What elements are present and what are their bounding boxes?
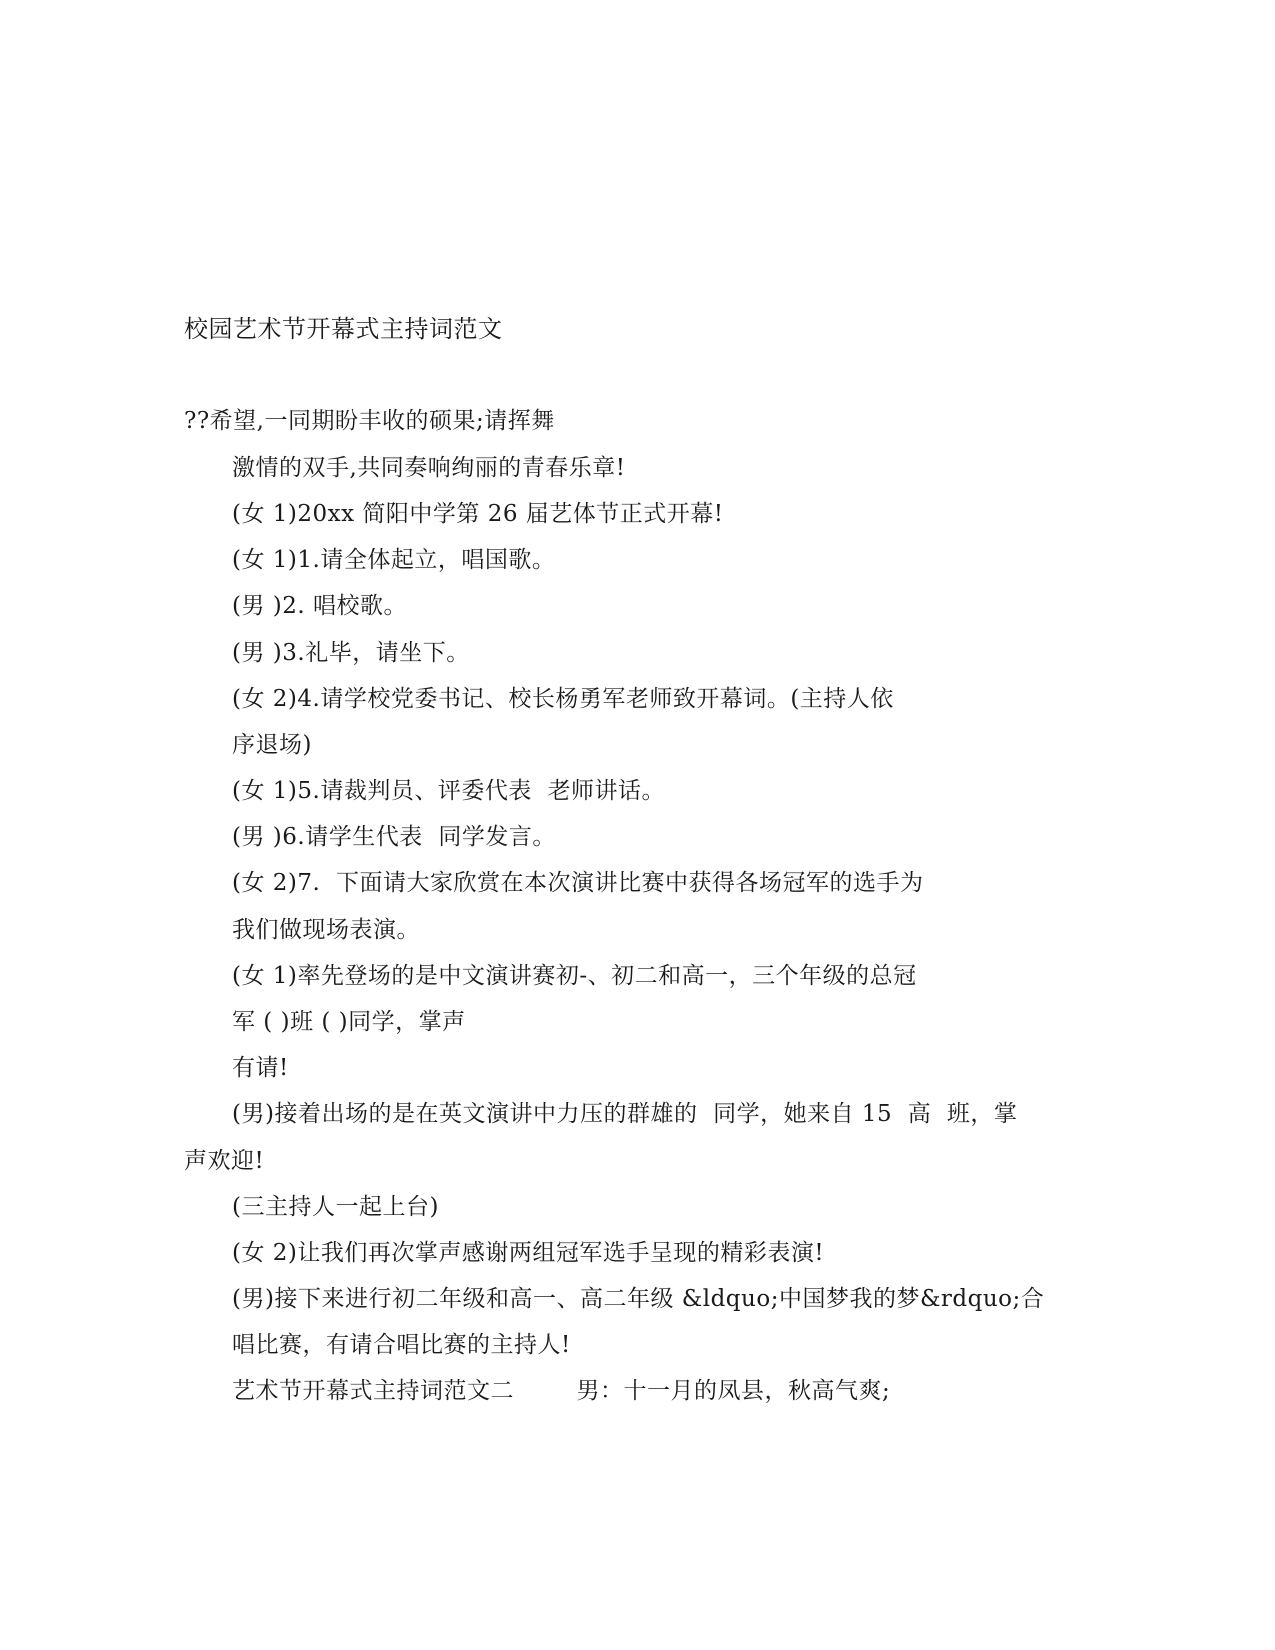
paragraph-line: (女 2)让我们再次掌声感谢两组冠军选手呈现的精彩表演! [232, 1240, 825, 1266]
paragraph-line: 激情的双手,共同奏响绚丽的青春乐章! [232, 455, 626, 481]
paragraph-line: (女 1)率先登场的是中文演讲赛初-、初二和高一，三个年级的总冠 [232, 963, 917, 989]
document-title: 校园艺术节开幕式主持词范文 [184, 315, 503, 343]
paragraph-line: (女 1)20xx 简阳中学第 26 届艺体节正式开幕! [232, 501, 724, 527]
paragraph-line: 有请! [232, 1055, 289, 1081]
paragraph-line: 声欢迎! [184, 1148, 265, 1174]
paragraph-line: 序退场) [232, 732, 312, 758]
paragraph-line: (男 )6.请学生代表 同学发言。 [232, 824, 556, 850]
paragraph-line: (女 1)1.请全体起立，唱国歌。 [232, 547, 556, 573]
paragraph-line: 艺术节开幕式主持词范文二 男：十一月的凤县，秋高气爽; [232, 1378, 891, 1404]
paragraph-line: (男)接下来进行初二年级和高一、高二年级 &ldquo;中国梦我的梦&rdquo;合 [232, 1286, 1045, 1312]
paragraph-line: 唱比赛，有请合唱比赛的主持人! [232, 1332, 571, 1358]
paragraph-line: 军 ( )班 ( )同学，掌声 [232, 1009, 466, 1035]
paragraph-line: (女 1)5.请裁判员、评委代表 老师讲话。 [232, 778, 665, 804]
paragraph-line: 我们做现场表演。 [232, 917, 420, 943]
paragraph-line: (女 2)4.请学校党委书记、校长杨勇军老师致开幕词。(主持人依 [232, 686, 894, 712]
paragraph-line: (男 )3.礼毕，请坐下。 [232, 640, 470, 666]
paragraph-line: (男)接着出场的是在英文演讲中力压的群雄的 同学，她来自 15 高 班，掌 [232, 1101, 1018, 1127]
paragraph-line: (三主持人一起上台) [232, 1194, 439, 1220]
paragraph-line: (男 )2. 唱校歌。 [232, 593, 408, 619]
paragraph-line: ??希望,一同期盼丰收的硕果;请挥舞 [184, 408, 555, 434]
paragraph-line: (女 2)7. 下面请大家欣赏在本次演讲比赛中获得各场冠军的选手为 [232, 870, 924, 896]
